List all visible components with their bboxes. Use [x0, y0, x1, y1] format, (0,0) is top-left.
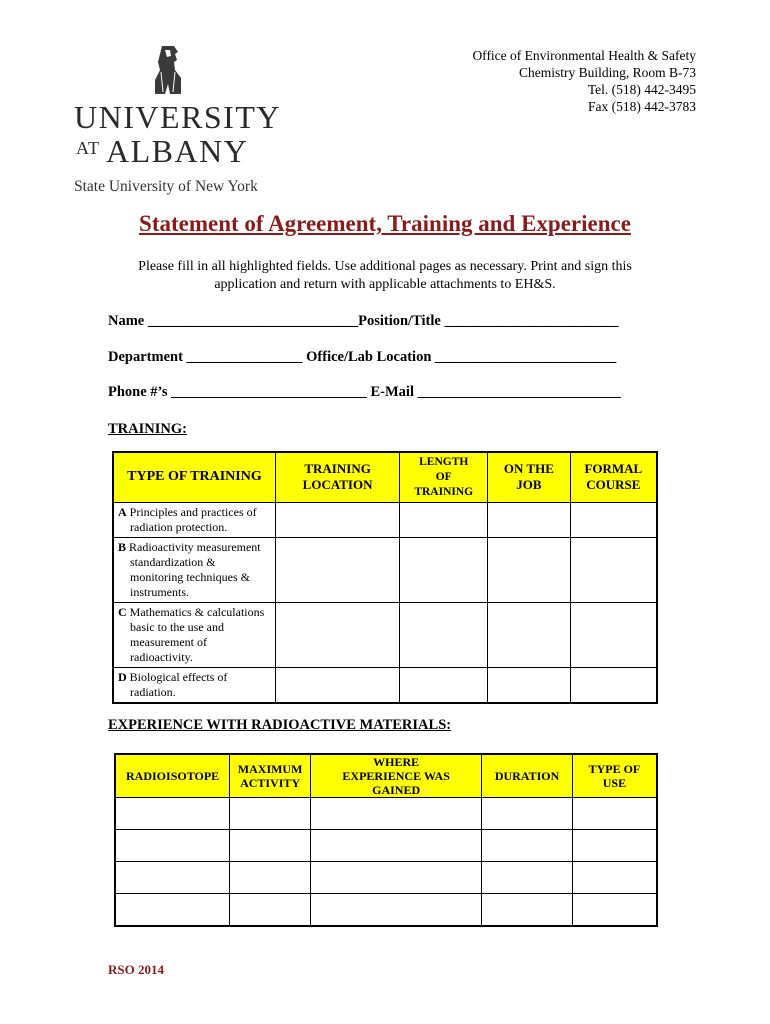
experience-cell[interactable]	[115, 862, 230, 894]
minerva-icon	[148, 44, 188, 96]
office-building: Chemistry Building, Room B-73	[518, 65, 696, 80]
training-text-c: Mathematics & calculations basic to the use and measurement of radioactivity.	[129, 604, 265, 664]
training-location-a[interactable]	[275, 502, 399, 537]
header-on-the-job: ON THE JOB	[488, 452, 571, 502]
experience-row	[115, 798, 657, 830]
experience-cell[interactable]	[311, 798, 482, 830]
training-length-c[interactable]	[400, 602, 488, 667]
header-type-of-training: TYPE OF TRAINING	[113, 452, 275, 502]
training-formal-c[interactable]	[570, 602, 657, 667]
training-location-c[interactable]	[275, 602, 399, 667]
training-text-d: Biological effects of radiation.	[129, 669, 228, 699]
training-on-job-c[interactable]	[488, 602, 571, 667]
experience-header-row	[115, 754, 657, 798]
university-logo	[74, 44, 284, 200]
training-table	[112, 451, 658, 704]
logo-subtitle: State University of New York	[74, 178, 258, 195]
experience-cell[interactable]	[115, 830, 230, 862]
experience-cell[interactable]	[482, 798, 573, 830]
office-tel: Tel. (518) 442-3495	[587, 82, 696, 97]
training-row-d	[113, 667, 657, 703]
form-title: Statement of Agreement, Training and Experience	[139, 211, 631, 236]
logo-university-text: UNIVERSITY	[74, 99, 281, 135]
logo-albany-text: ALBANY	[106, 133, 249, 169]
training-formal-d[interactable]	[570, 667, 657, 703]
instructions-line-1: Please fill in all highlighted fields. Use additional pages as necessary. Print and sign this	[138, 259, 632, 274]
header-radioisotope: RADIOISOTOPE	[115, 754, 230, 798]
header-training-location: TRAINING LOCATION	[275, 452, 399, 502]
training-row-c	[113, 602, 657, 667]
experience-cell[interactable]	[230, 798, 311, 830]
experience-cell[interactable]	[572, 862, 657, 894]
header-duration: DURATION	[482, 754, 573, 798]
experience-table	[114, 753, 658, 927]
office-fax: Fax (518) 442-3783	[588, 99, 696, 114]
training-on-job-d[interactable]	[488, 667, 571, 703]
experience-row	[115, 862, 657, 894]
header-maximum-activity: MAXIMUM ACTIVITY	[230, 754, 311, 798]
training-letter-a: A	[118, 504, 127, 519]
instructions	[0, 258, 770, 294]
training-formal-a[interactable]	[570, 502, 657, 537]
phone-email-field[interactable]: Phone #’s ___________________________ E-Mail ____________________________	[108, 384, 621, 400]
training-type-b	[113, 537, 275, 602]
department-location-field[interactable]: Department ________________ Office/Lab Location _________________________	[108, 349, 617, 365]
experience-cell[interactable]	[482, 830, 573, 862]
training-location-b[interactable]	[275, 537, 399, 602]
experience-cell[interactable]	[230, 894, 311, 926]
training-length-a[interactable]	[400, 502, 488, 537]
experience-row	[115, 830, 657, 862]
training-row-b	[113, 537, 657, 602]
name-position-field[interactable]: Name _____________________________Position/Title ________________________	[108, 313, 619, 329]
training-letter-b: B	[118, 539, 127, 554]
training-length-b[interactable]	[400, 537, 488, 602]
training-type-d	[113, 667, 275, 703]
experience-cell[interactable]	[482, 894, 573, 926]
header-formal-course: FORMAL COURSE	[570, 452, 657, 502]
office-address-block	[472, 47, 696, 115]
instructions-line-2: application and return with applicable attachments to EH&S.	[214, 277, 556, 292]
header-where-experience: WHERE EXPERIENCE WAS GAINED	[311, 754, 482, 798]
training-row-a	[113, 502, 657, 537]
training-formal-b[interactable]	[570, 537, 657, 602]
experience-cell[interactable]	[572, 894, 657, 926]
experience-cell[interactable]	[311, 894, 482, 926]
training-type-a	[113, 502, 275, 537]
experience-cell[interactable]	[572, 830, 657, 862]
header-type-of-use: TYPE OF USE	[572, 754, 657, 798]
training-type-c	[113, 602, 275, 667]
training-text-a: Principles and practices of radiation protection.	[129, 504, 257, 534]
training-length-d[interactable]	[400, 667, 488, 703]
experience-cell[interactable]	[311, 862, 482, 894]
training-letter-c: C	[118, 604, 127, 619]
form-title-wrapper	[0, 211, 770, 237]
experience-cell[interactable]	[230, 862, 311, 894]
training-letter-d: D	[118, 669, 127, 684]
training-on-job-a[interactable]	[488, 502, 571, 537]
training-label: TRAINING:	[108, 421, 187, 437]
experience-cell[interactable]	[115, 798, 230, 830]
experience-cell[interactable]	[230, 830, 311, 862]
header-length-of-training: LENGTH OF TRAINING	[400, 452, 488, 502]
experience-cell[interactable]	[572, 798, 657, 830]
experience-cell[interactable]	[482, 862, 573, 894]
experience-row	[115, 894, 657, 926]
office-name: Office of Environmental Health & Safety	[472, 48, 696, 63]
training-header-row	[113, 452, 657, 502]
training-location-d[interactable]	[275, 667, 399, 703]
experience-label: EXPERIENCE WITH RADIOACTIVE MATERIALS:	[108, 717, 452, 733]
experience-cell[interactable]	[311, 830, 482, 862]
experience-cell[interactable]	[115, 894, 230, 926]
logo-at-text: AT	[76, 138, 100, 158]
training-text-b: Radioactivity measurement standardization & monitoring techniques & instruments.	[129, 539, 261, 599]
training-on-job-b[interactable]	[488, 537, 571, 602]
footer-code: RSO 2014	[108, 962, 164, 977]
